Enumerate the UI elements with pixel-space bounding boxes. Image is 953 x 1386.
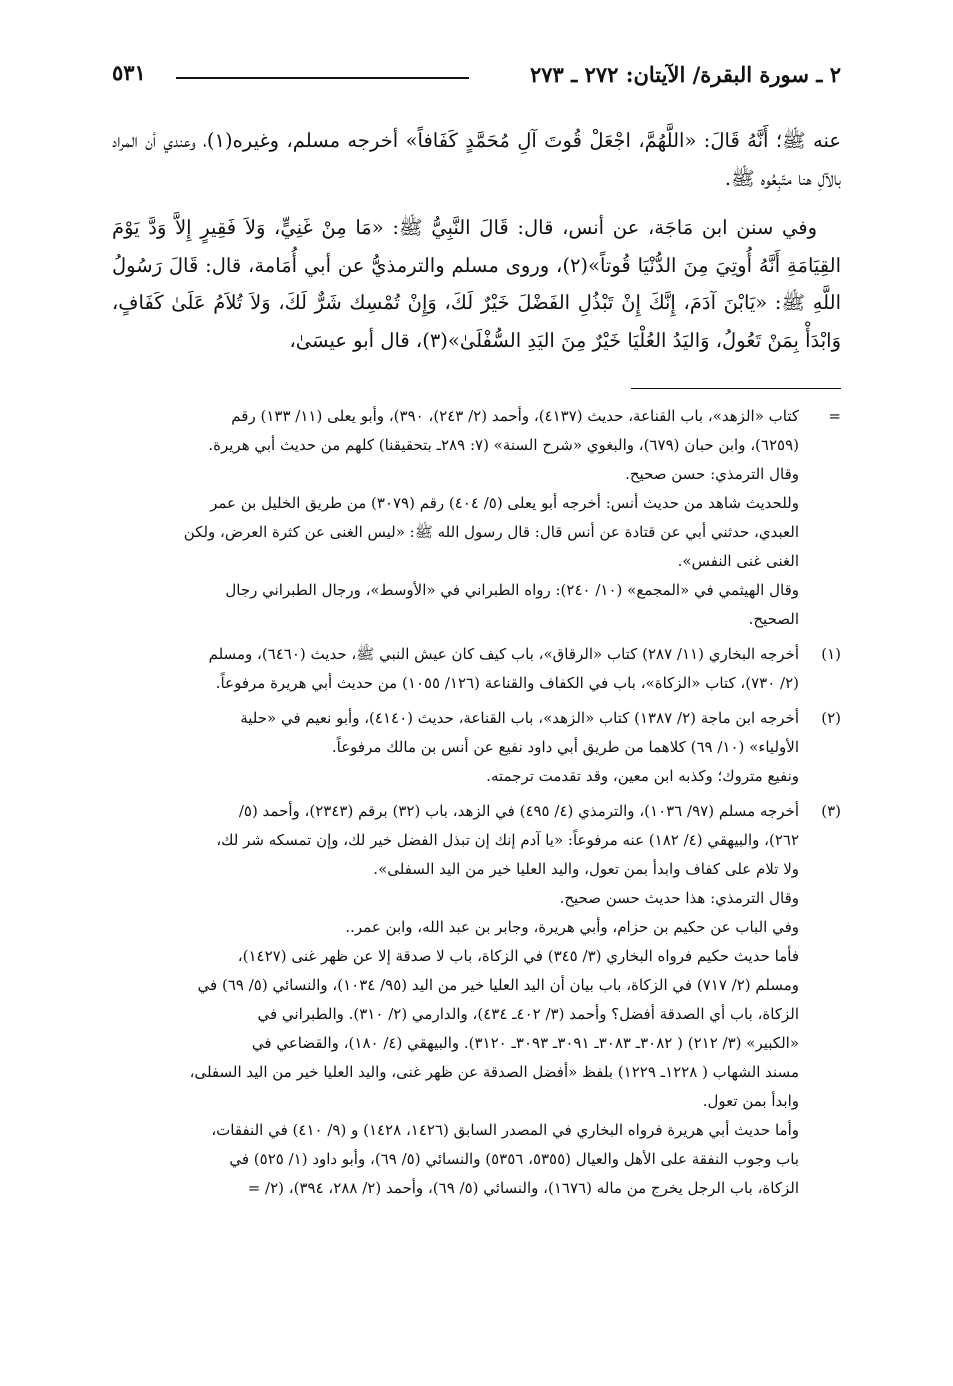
footnote-line: وقال الترمذي: حسن صحيح. xyxy=(625,465,799,483)
footnote-line: أخرجه ابن ماجة (٢/ ١٣٨٧) كتاب «الزهد»، باب القناعة، حديث (٤١٤٠)، وأبو نعيم في «حلية xyxy=(240,709,799,727)
footnote-mark: (٣) xyxy=(821,802,841,820)
main-paragraph-2: وفي سنن ابن مَاجَة، عن أنس، قال: قَالَ النَّبِيُّ ﷺ: «مَا مِنْ غَنِيٍّ، وَلاَ فَقِيرٍ إِلاَّ وَدَّ يَوْمَ القِيَامَةِ أَنَّهُ أُوتِيَ مِنَ الدُّنْيَا قُوتاً»(٢)، وروى مسلم والترمذيُّ عن أبي أُمَامة، قال: قَالَ رَسُولُ اللَّهِ ﷺ: «يَابْنَ آدَمَ، إِنَّكَ إِنْ تَبْذُلِ الفَضْلَ خَيْرٌ لَكَ، وَإِنْ تُمْسِك شَرٌّ لَكَ، وَلاَ تُلاَمُ عَلَىٰ كَفَافٍ، وَابْدَأْ بِمَنْ تَعُولُ، وَاليَدُ العُلْيَا خَيْرٌ مِنَ اليَدِ السُّفْلَىٰ»(٣)، قال أبو عيسَىٰ، xyxy=(112,216,841,352)
footnote-line: باب وجوب النفقة على الأهل والعيال (٥٣٥٥، ٥٣٥٦) والنسائي (٥/ ٦٩)، وأبو داود (١/ ٥٢٥) في xyxy=(229,1150,799,1168)
footnote-line: فأما حديث حكيم فرواه البخاري (٣/ ٣٤٥) في الزكاة، باب لا صدقة إلا عن ظهر غنى (١٤٢٧)، xyxy=(237,947,799,965)
footnote-3 xyxy=(112,797,841,1203)
footnote-line: وقال الهيثمي في «المجمع» (١٠/ ٢٤٠): رواه الطبراني في «الأوسط»، ورجال الطبراني رجال xyxy=(225,581,799,599)
footnote-line: ونفيع متروك؛ وكذبه ابن معين، وقد تقدمت ترجمته. xyxy=(486,767,799,785)
footnote-line: كتاب «الزهد»، باب القناعة، حديث (٤١٣٧)، وأحمد (٢/ ٢٤٣)، ٣٩٠)، وأبو يعلى (١١/ ١٣٣) رقم xyxy=(231,407,799,425)
footnote-mark: = xyxy=(828,407,841,425)
footnotes xyxy=(112,402,841,1209)
footnote-2 xyxy=(112,704,841,791)
main-paragraph-1: عنه ﷺ؛ أَنَّهُ قَالَ: «اللَّهُمَّ، اجْعَلْ قُوتَ آلِ مُحَمَّدٍ كَفَافاً» أخرجه مسلم، وغيره(١)، وعندي أن المراد بالآلِ هنا متّبِعُوه ﷺ. xyxy=(112,129,841,190)
footnote-line: العبدي، حدثني أبي عن قتادة عن أنس قال: قال رسول الله ﷺ: «ليس الغنى عن كثرة العرض، ولكن xyxy=(183,523,799,541)
footnote-line: (٦٢٥٩)، وابن حبان (٦٧٩)، والبغوي «شرح السنة» (٧: ٢٨٩ـ بتحقيقنا) كلهم من حديث أبي هريرة. xyxy=(208,436,799,454)
main-text xyxy=(112,122,841,359)
footnote-line: أخرجه البخاري (١١/ ٢٨٧) كتاب «الرقاق»، باب كيف كان عيش النبي ﷺ، حديث (٦٤٦٠)، ومسلم xyxy=(208,645,799,663)
footnote-line: الأولياء» (١٠/ ٦٩) كلاهما من طريق أبي داود نفيع عن أنس بن مالك مرفوعاً. xyxy=(331,738,799,756)
footnote-line: وللحديث شاهد من حديث أنس: أخرجه أبو يعلى (٥/ ٤٠٤) رقم (٣٠٧٩) من طريق الخليل بن عمر xyxy=(210,494,799,512)
footnote-line: ٢٦٢)، والبيهقي (٤/ ١٨٢) عنه مرفوعاً: «يا آدم إنك إن تبذل الفضل خير لك، وإن تمسكه شر لك، xyxy=(216,831,799,849)
footnote-mark: (١) xyxy=(821,645,841,663)
footnote-continued xyxy=(112,402,841,634)
footnote-line: الصحيح. xyxy=(748,610,799,628)
footnote-line: وابدأ بمن تعول. xyxy=(702,1092,799,1110)
header-rule xyxy=(176,77,469,79)
footnote-separator xyxy=(631,388,841,389)
footnote-line: (٢/ ٧٣٠)، كتاب «الزكاة»، باب في الكفاف والقناعة (١٢٦/ ١٠٥٥) من حديث أبي هريرة مرفوعاً. xyxy=(215,674,799,692)
footnote-line: وفي الباب عن حكيم بن حزام، وأبي هريرة، وجابر بن عبد الله، وابن عمر.. xyxy=(345,918,799,936)
footnote-line: الزكاة، باب أي الصدقة أفضل؟ وأحمد (٣/ ٤٠٢ـ ٤٣٤)، والدارمي (٢/ ٣١٠). والطبراني في xyxy=(257,1005,799,1023)
footnote-line: الزكاة، باب الرجل يخرج من ماله (١٦٧٦)، والنسائي (٥/ ٦٩)، وأحمد (٢/ ٢٨٨، ٣٩٤)، (٢/ = xyxy=(247,1179,799,1197)
footnote-1 xyxy=(112,640,841,698)
footnote-line: الغنى غنى النفس». xyxy=(677,552,799,570)
footnote-line: ولا تلام على كفاف وابدأ بمن تعول، واليد العليا خير من اليد السفلى». xyxy=(373,860,799,878)
footnote-line: ومسلم (٢/ ٧١٧) في الزكاة، باب بيان أن اليد العليا خير من اليد (٩٥/ ١٠٣٤)، والنسائي (٥/ ٦٩) في xyxy=(197,976,799,994)
footnote-line: مسند الشهاب ( ١٢٢٨ـ ١٢٢٩) بلفظ «أفضل الصدقة عن ظهر غنى، واليد العليا خير من اليد السفلى، xyxy=(189,1063,799,1081)
footnote-line: أخرجه مسلم (٩٧/ ١٠٣٦)، والترمذي (٤/ ٤٩٥) في الزهد، باب (٣٢) برقم (٢٣٤٣)، وأحمد (٥/ xyxy=(238,802,799,820)
page-number: ٥٣١ xyxy=(112,60,146,85)
running-header xyxy=(112,58,841,94)
footnote-line: وقال الترمذي: هذا حديث حسن صحيح. xyxy=(559,889,799,907)
running-title: ٢ ـ سورة البقرة/ الآيتان: ٢٧٢ ـ ٢٧٣ xyxy=(529,62,841,87)
footnote-mark: (٢) xyxy=(821,709,841,727)
footnote-line: وأما حديث أبي هريرة فرواه البخاري في المصدر السابق (١٤٢٦، ١٤٢٨) و (٩/ ٤١٠) في النفقات، xyxy=(211,1121,799,1139)
footnote-line: «الكبير» (٣/ ٢١٢) ( ٣٠٨٢ـ ٣٠٨٣ـ ٣٠٩١ـ ٣٠٩٣ـ ٣١٢٠). والبيهقي (٤/ ١٨٠)، والقضاعي في xyxy=(251,1034,799,1052)
